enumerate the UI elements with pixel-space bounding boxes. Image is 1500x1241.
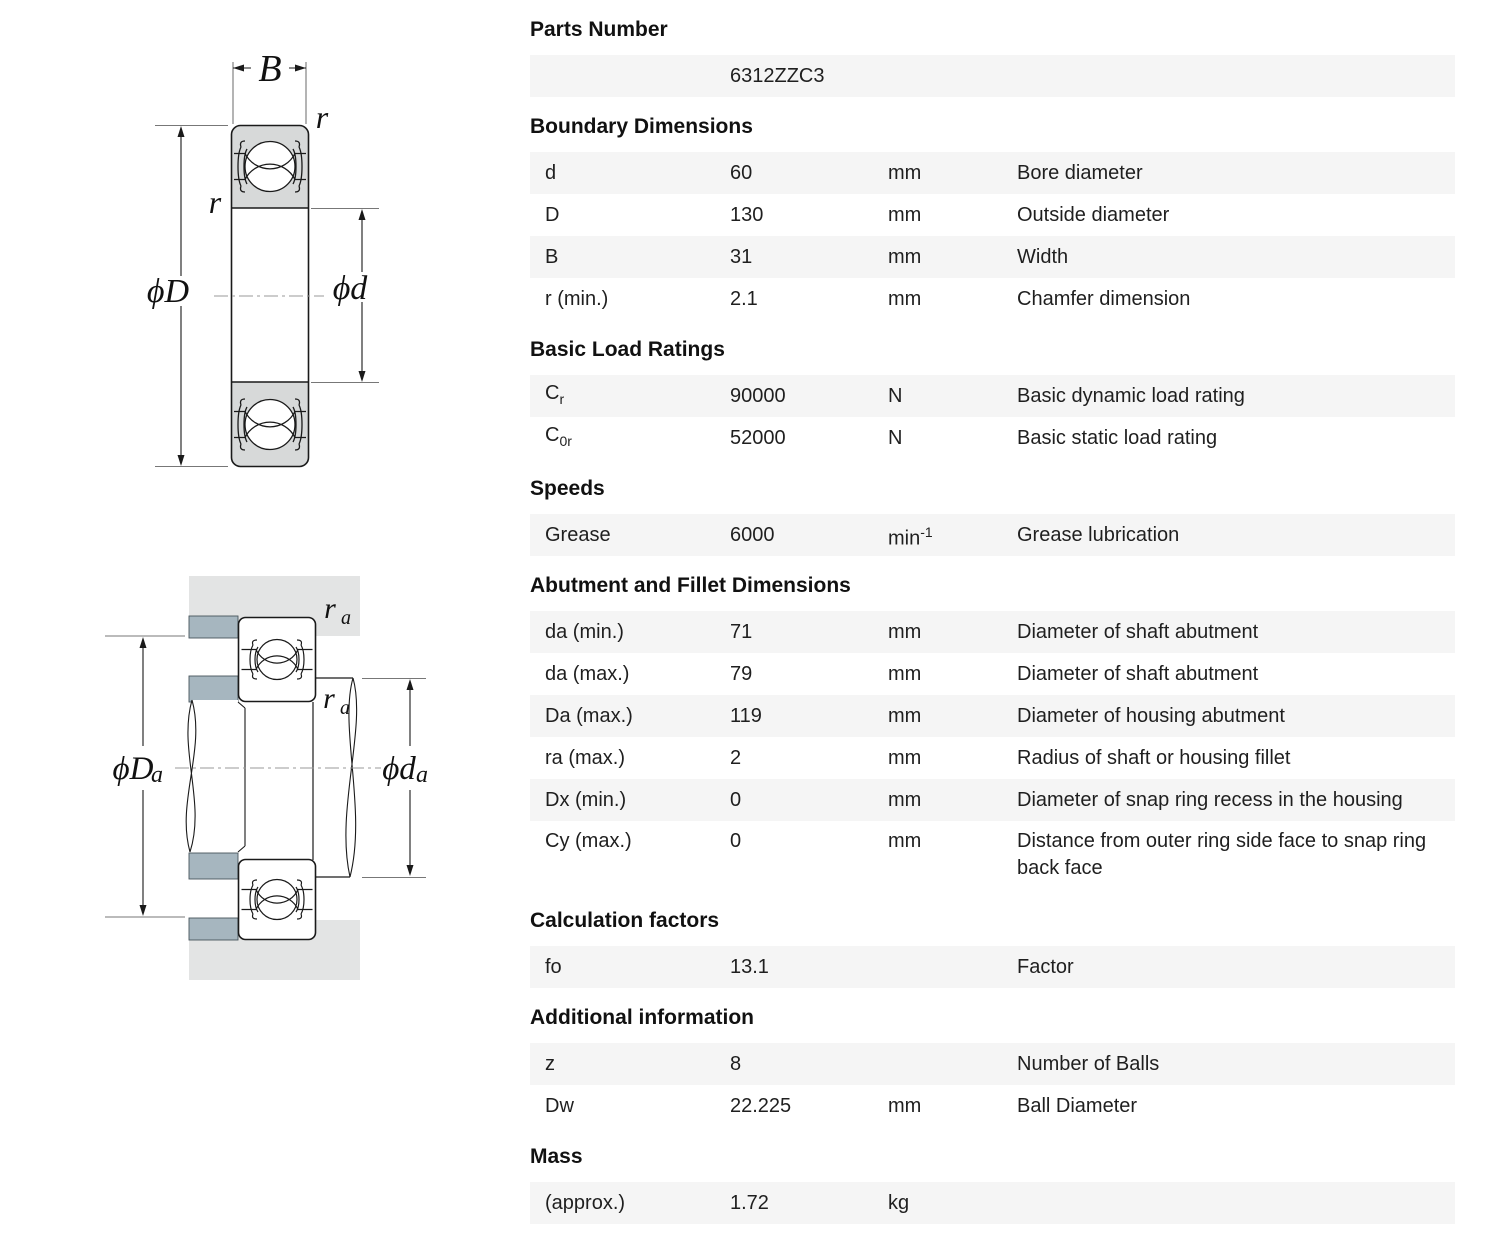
housing-shoulder-bottom [189, 918, 238, 940]
row-description: Bore diameter [1017, 161, 1143, 184]
row-description: Diameter of shaft abutment [1017, 662, 1259, 685]
row-label: Grease [545, 524, 611, 546]
row-description: Outside diameter [1017, 203, 1170, 226]
row-unit-superscript: -1 [920, 523, 933, 540]
shaft-right [316, 678, 357, 877]
row-description: Basic static load rating [1017, 426, 1218, 449]
row-unit: mm [888, 1095, 922, 1117]
section-title-speeds: Speeds [530, 477, 605, 500]
ball [245, 142, 295, 192]
row-description: Number of Balls [1017, 1052, 1160, 1075]
row-label: r (min.) [545, 288, 609, 310]
shaft-left [186, 700, 245, 852]
shaft-abutment-dim-label: ϕd [382, 751, 416, 787]
row-label: fo [545, 956, 562, 978]
bearing-cell-top [239, 618, 316, 702]
section-title-abutment-fillet: Abutment and Fillet Dimensions [530, 574, 851, 597]
row-unit: mm [888, 288, 922, 310]
row-value: 2.1 [730, 288, 758, 310]
row-label: B [545, 246, 559, 268]
table-row [530, 55, 1455, 97]
shaft-abutment-dim-label-sub: a [416, 762, 428, 788]
row-value: 71 [730, 621, 753, 643]
section-title-additional-information: Additional information [530, 1006, 754, 1029]
outer-diameter-dim-label: ϕD [146, 273, 190, 310]
row-unit: mm [888, 705, 922, 727]
row-label: $C_r$ [545, 382, 565, 407]
row-label: D [545, 204, 560, 226]
row-value: 6312ZZC3 [730, 65, 825, 87]
table-row [530, 152, 1455, 194]
section-title-basic-load-ratings: Basic Load Ratings [530, 338, 725, 361]
section-title-mass: Mass [530, 1145, 583, 1168]
bearing-cell-bottom [239, 860, 316, 940]
row-unit: mm [888, 663, 922, 685]
row-unit: mm [888, 830, 922, 852]
row-unit: mm [888, 747, 922, 769]
row-unit: N [888, 427, 903, 449]
ball [257, 880, 297, 920]
row-value: 79 [730, 663, 753, 685]
row-unit: mm [888, 621, 922, 643]
table-row [530, 514, 1455, 556]
table-row [530, 194, 1455, 236]
table-row [530, 1085, 1455, 1127]
fillet-radius-label-mid: r [323, 682, 335, 715]
housing-abutment-dim-label-sub: a [151, 762, 163, 788]
row-value: 130 [730, 204, 764, 226]
row-value: 60 [730, 162, 753, 184]
row-description: Diameter of shaft abutment [1017, 620, 1259, 643]
fillet-radius-label-top-sub: a [341, 607, 351, 629]
table-row [530, 236, 1455, 278]
row-value: 119 [730, 705, 762, 727]
bearing-mounting-diagram [95, 560, 440, 1000]
table-row [530, 653, 1455, 695]
row-value: 6000 [730, 524, 775, 546]
row-label: $C_{0r}$ [545, 424, 572, 449]
row-unit: mm [888, 246, 922, 268]
row-description: Distance from outer ring side face to snap ring back face [1017, 830, 1427, 879]
row-description: Basic dynamic load rating [1017, 384, 1245, 407]
row-label: Cy (max.) [545, 830, 632, 852]
row-label: z [545, 1053, 555, 1075]
row-value: 52000 [730, 427, 786, 449]
shaft-shoulder-bottom [189, 853, 238, 879]
row-label: da (max.) [545, 663, 630, 685]
row-description: Width [1017, 245, 1069, 268]
row-value: 0 [730, 830, 742, 852]
table-row [530, 278, 1455, 320]
row-value: 90000 [730, 385, 786, 407]
row-label-subscript: r [559, 391, 565, 407]
row-value: 31 [730, 246, 753, 268]
row-label-subscript: 0r [559, 433, 572, 449]
row-value: 2 [730, 747, 742, 769]
row-description: Diameter of snap ring recess in the housing [1017, 788, 1403, 811]
bore-diameter-dim-label: ϕd [332, 270, 368, 307]
housing-shoulder-top [189, 616, 238, 638]
row-label: Dw [545, 1095, 574, 1117]
table-row [530, 779, 1455, 821]
row-value: 13.1 [730, 956, 769, 978]
row-description: Chamfer dimension [1017, 287, 1191, 310]
spec-table [530, 0, 1455, 1224]
ball [245, 400, 295, 450]
row-description: Diameter of housing abutment [1017, 704, 1285, 727]
shaft-shoulder-top [189, 676, 238, 702]
bearing-cross-section-diagram [100, 40, 450, 490]
row-value: 22.225 [730, 1095, 792, 1117]
row-unit: $\min^{-1}$ [888, 523, 933, 550]
section-title-boundary-dimensions: Boundary Dimensions [530, 115, 753, 138]
row-value: 1.72 [730, 1192, 769, 1214]
table-row [530, 737, 1455, 779]
row-label: Da (max.) [545, 705, 633, 727]
table-row [530, 1182, 1455, 1224]
row-unit: mm [888, 204, 922, 226]
row-value: 0 [730, 789, 742, 811]
row-unit: N [888, 385, 903, 407]
table-row [530, 946, 1455, 988]
housing-abutment-dim-label: ϕD [112, 751, 154, 787]
table-row [530, 695, 1455, 737]
table-row [530, 417, 1455, 459]
chamfer-dim-label-right: r [315, 99, 329, 135]
row-label: da (min.) [545, 621, 624, 643]
width-dim-label: B [258, 48, 282, 90]
section-title-parts-number: Parts Number [530, 18, 668, 41]
row-label: d [545, 162, 557, 184]
row-unit: mm [888, 162, 922, 184]
row-value: 8 [730, 1053, 742, 1075]
row-description: Radius of shaft or housing fillet [1017, 746, 1291, 769]
row-description: Factor [1017, 955, 1074, 978]
table-row [530, 1043, 1455, 1085]
fillet-radius-label-mid-sub: a [340, 697, 350, 719]
table-row [530, 821, 1455, 891]
row-label: Dx (min.) [545, 789, 627, 811]
row-unit: mm [888, 789, 922, 811]
row-unit: kg [888, 1192, 910, 1214]
table-row [530, 611, 1455, 653]
chamfer-dim-label-left: r [208, 184, 222, 220]
row-description: Grease lubrication [1017, 523, 1180, 546]
ball [257, 640, 297, 680]
row-label: (approx.) [545, 1192, 626, 1214]
row-description: Ball Diameter [1017, 1094, 1138, 1117]
row-label: ra (max.) [545, 747, 625, 769]
fillet-radius-label-top: r [324, 592, 336, 625]
section-title-calculation-factors: Calculation factors [530, 909, 720, 932]
table-row [530, 375, 1455, 417]
